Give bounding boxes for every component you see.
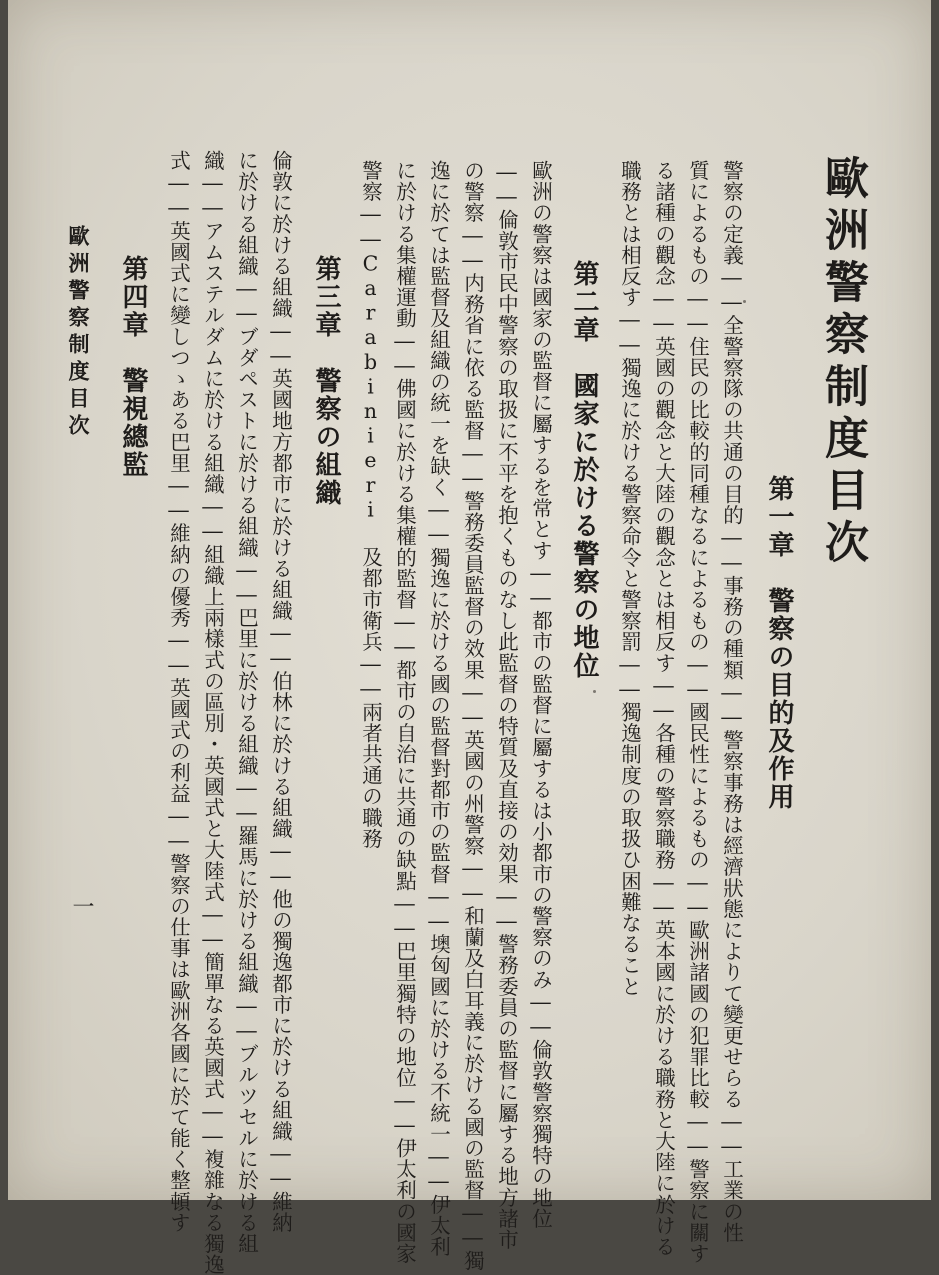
chapter-3-heading: 第三章 警察の組織 (311, 255, 341, 507)
chapter-3-line-2: に於ける組織――ブダペストに於ける組織――巴里に於ける組織――羅馬に於ける組織――ブルツセルに於ける組 (234, 150, 259, 1255)
chapter-1-line-4: 職務とは相反す――獨逸に於ける警察命令と警察罰――獨逸制度の取扱ひ困難なること (617, 160, 642, 997)
chapter-2-line-5: に於ける集權運動――佛國に於ける集權的監督――都市の自治に共通の缺點――巴里獨特の地位――伊太利の國家 (392, 160, 417, 1265)
chapter-3-line-3: 織――アムステルダムに於ける組織――組織上兩樣式の區別・英國式と大陸式――簡單なる英國式――複雜なる獨逸 (200, 150, 225, 1275)
chapter-2-line-4: 逸に於ては監督及組織の統一を缺く――獨逸に於ける國の監督對都市の監督――墺匈國に於ける不統一――伊太利 (426, 160, 451, 1258)
chapter-4-heading: 第四章 警視總監 (118, 255, 148, 479)
chapter-2-line-6: 警察――Carabinieri 及都市衛兵――兩者共通の職務 (358, 160, 383, 849)
chapter-3-line-4: 式――英國式に變しつゝある巴里――維納の優秀――英國式の利益――警察の仕事は歐洲各國に於て能く整頓す (166, 150, 191, 1233)
chapter-2-line-2: ――倫敦市民中警察の取扱に不平を抱くものなし此監督の特質及直接の効果――警務委員の監督に屬する地方諸市 (494, 160, 519, 1251)
chapter-2-heading: 第二章 國家に於ける警察の地位 (569, 260, 599, 680)
chapter-3-line-1: 倫敦に於ける組織――英國地方都市に於ける組織――伯林に於ける組織――他の獨逸都市に於ける組織――維納 (268, 150, 293, 1233)
book-page (8, 0, 931, 1275)
paper-speck (743, 300, 746, 303)
chapter-1-line-1: 警察の定義――全警察隊の共通の目的――事務の種類――警察事務は經濟狀態によりて變更せらる――工業の性 (719, 160, 744, 1243)
page-title: 歐洲警察制度目次 (817, 155, 868, 571)
running-title: 歐洲警察制度目次 (66, 225, 91, 441)
chapter-1-line-2: 質によるもの――住民の比較的同種なるによるもの――國民性によるもの――歐洲諸國の犯罪比較――警察に關す (685, 160, 710, 1265)
paper-speck (593, 690, 596, 693)
chapter-2-line-3: の警察――内務省に依る監督――警務委員監督の效果――英國の州警察――和蘭及白耳義に於ける國の監督――獨 (460, 160, 485, 1272)
chapter-2-line-1: 歐洲の警察は國家の監督に屬するを常とす――都市の監督に屬するは小都市の警察のみ――倫敦警察獨特の地位 (528, 160, 553, 1229)
page-number: 一 (69, 895, 94, 917)
chapter-1-heading: 第一章 警察の目的及作用 (764, 475, 794, 811)
chapter-1-line-3: る諸種の觀念――英國の觀念と大陸の觀念とは相反す――各種の警察職務――英本國に於ける職務と大陸に於ける (651, 160, 676, 1258)
